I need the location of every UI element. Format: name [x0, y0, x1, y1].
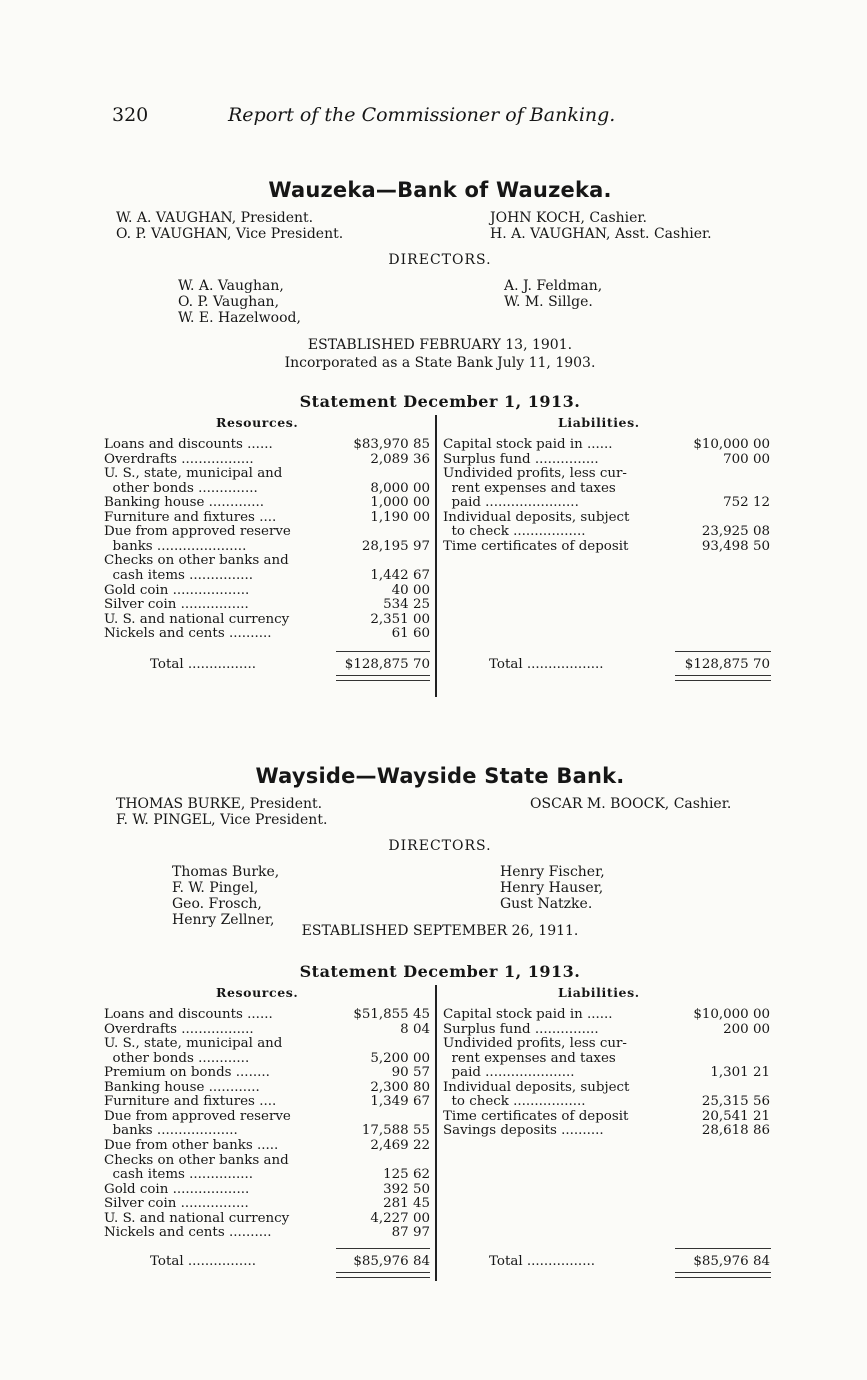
- row-amount: 1,301 21: [710, 1065, 770, 1081]
- row-amount: 1,190 00: [370, 509, 430, 525]
- resource-row: [104, 1153, 430, 1168]
- row-label: Furniture and fixtures ....: [104, 1094, 277, 1110]
- row-label: Capital stock paid in ......: [443, 1007, 613, 1022]
- resource-row: [104, 612, 430, 627]
- resource-row: [104, 452, 430, 467]
- row-label: banks .....................: [104, 538, 247, 554]
- row-label: Nickels and cents ..........: [104, 626, 272, 642]
- resource-row: [104, 1094, 430, 1109]
- row-amount: $83,970 85: [353, 437, 430, 452]
- director: Henry Zellner,: [172, 912, 275, 928]
- double-rule: [675, 1272, 771, 1278]
- page-number: 320: [112, 104, 149, 126]
- resource-row: [104, 510, 430, 525]
- liability-row: [443, 437, 770, 452]
- row-amount: 93,498 50: [701, 538, 770, 554]
- row-label: Overdrafts .................: [104, 451, 254, 467]
- bank-title: Wayside—Wayside State Bank.: [255, 764, 625, 788]
- liabilities-heading: Liabilities.: [558, 415, 640, 430]
- row-amount: 2,089 36: [370, 451, 430, 467]
- liability-row: [443, 466, 770, 481]
- row-amount: $10,000 00: [693, 437, 770, 452]
- resource-row: [104, 539, 430, 554]
- established-line: ESTABLISHED SEPTEMBER 26, 1911.: [301, 923, 579, 939]
- director: Henry Hauser,: [500, 880, 604, 896]
- sum-rule: [675, 651, 771, 652]
- resource-row: [104, 568, 430, 583]
- row-amount: 25,315 56: [701, 1094, 770, 1110]
- resource-row: [104, 1109, 430, 1124]
- double-rule: [675, 675, 771, 681]
- liability-row: [443, 452, 770, 467]
- row-label: Gold coin ..................: [104, 582, 250, 598]
- row-label: Surplus fund ...............: [443, 1021, 599, 1037]
- row-amount: 281 45: [383, 1196, 430, 1212]
- balance-sheet: [100, 415, 780, 700]
- resource-row: [104, 524, 430, 539]
- row-label: Loans and discounts ......: [104, 1007, 273, 1022]
- liability-row: [443, 1036, 770, 1051]
- row-amount: 4,227 00: [370, 1210, 430, 1226]
- total-label: Total ................: [150, 656, 256, 672]
- resources-total: [104, 657, 430, 672]
- resource-row: [104, 437, 430, 452]
- director: O. P. Vaughan,: [178, 294, 280, 310]
- statement-title: Statement December 1, 1913.: [299, 962, 581, 981]
- row-label: Checks on other banks and: [104, 553, 289, 569]
- column-divider: [435, 985, 437, 1281]
- row-amount: 61 60: [391, 626, 430, 642]
- row-amount: 1,349 67: [370, 1094, 430, 1110]
- total-amount: $128,875 70: [684, 656, 770, 672]
- double-rule: [336, 675, 430, 681]
- liabilities-total: [443, 657, 770, 672]
- row-label: Due from approved reserve: [104, 524, 291, 540]
- officers: [100, 796, 780, 830]
- row-label: U. S. and national currency: [104, 611, 290, 627]
- liability-row: [443, 1094, 770, 1109]
- resource-row: [104, 583, 430, 598]
- row-label: to check .................: [443, 1094, 586, 1110]
- bank-title: Wauzeka—Bank of Wauzeka.: [268, 178, 612, 202]
- resource-row: [104, 1196, 430, 1211]
- bank-section-wauzeka: [100, 178, 780, 700]
- row-amount: 8,000 00: [370, 480, 430, 496]
- row-amount: 2,300 80: [370, 1079, 430, 1095]
- director: Thomas Burke,: [172, 864, 280, 880]
- balance-sheet: [100, 985, 780, 1285]
- row-amount: 200 00: [723, 1021, 770, 1037]
- row-label: paid ......................: [443, 495, 579, 511]
- resource-row: [104, 466, 430, 481]
- row-label: Individual deposits, subject: [443, 1079, 630, 1095]
- liability-row: [443, 539, 770, 554]
- resource-row: [104, 481, 430, 496]
- officer: H. A. VAUGHAN, Asst. Cashier.: [490, 226, 712, 242]
- row-amount: 20,541 21: [701, 1108, 770, 1124]
- director: W. A. Vaughan,: [178, 278, 284, 294]
- total-amount: $85,976 84: [353, 1253, 430, 1269]
- officer: F. W. PINGEL, Vice President.: [116, 812, 328, 828]
- directors-list: [100, 864, 780, 928]
- row-amount: 2,351 00: [370, 611, 430, 627]
- liability-row: [443, 524, 770, 539]
- officer: THOMAS BURKE, President.: [116, 796, 323, 812]
- resource-row: [104, 597, 430, 612]
- resource-row: [104, 1065, 430, 1080]
- bank-section-wayside: [100, 764, 780, 1285]
- liability-row: [443, 1123, 770, 1138]
- row-amount: 17,588 55: [361, 1123, 430, 1139]
- row-label: Time certificates of deposit: [443, 1108, 629, 1124]
- row-label: U. S., state, municipal and: [104, 1036, 283, 1052]
- row-label: cash items ...............: [104, 567, 254, 583]
- row-label: Banking house ............: [104, 1079, 260, 1095]
- officer: W. A. VAUGHAN, President.: [116, 210, 314, 226]
- row-label: U. S., state, municipal and: [104, 466, 283, 482]
- row-label: Furniture and fixtures ....: [104, 509, 277, 525]
- total-label: Total ..................: [489, 656, 604, 672]
- row-amount: 28,195 97: [361, 538, 430, 554]
- row-amount: $51,855 45: [353, 1007, 430, 1022]
- row-amount: 125 62: [383, 1167, 430, 1183]
- statement-title: Statement December 1, 1913.: [299, 392, 581, 411]
- directors-heading: DIRECTORS.: [388, 252, 492, 268]
- row-label: Capital stock paid in ......: [443, 437, 613, 452]
- row-amount: 2,469 22: [370, 1137, 430, 1153]
- sum-rule: [336, 1248, 430, 1249]
- row-label: Undivided profits, less cur-: [443, 466, 627, 482]
- resource-row: [104, 1225, 430, 1240]
- row-label: Checks on other banks and: [104, 1152, 289, 1168]
- row-label: to check .................: [443, 524, 586, 540]
- director: Henry Fischer,: [500, 864, 605, 880]
- resource-row: [104, 1211, 430, 1226]
- row-label: Nickels and cents ..........: [104, 1225, 272, 1241]
- row-amount: 8 04: [400, 1021, 430, 1037]
- row-label: Premium on bonds ........: [104, 1065, 270, 1081]
- row-amount: 534 25: [383, 597, 430, 613]
- total-label: Total ................: [489, 1253, 595, 1269]
- liability-row: [443, 1065, 770, 1080]
- incorporated-line: Incorporated as a State Bank July 11, 1903.: [284, 355, 596, 371]
- sum-rule: [336, 651, 430, 652]
- running-title: Report of the Commissioner of Banking.: [228, 104, 616, 126]
- row-label: banks ...................: [104, 1123, 238, 1139]
- row-label: Time certificates of deposit: [443, 538, 629, 554]
- officer: JOHN KOCH, Cashier.: [490, 210, 648, 226]
- resource-row: [104, 626, 430, 641]
- officer: OSCAR M. BOOCK, Cashier.: [530, 796, 732, 812]
- row-label: Surplus fund ...............: [443, 451, 599, 467]
- liability-row: [443, 1080, 770, 1095]
- total-amount: $128,875 70: [344, 656, 430, 672]
- row-amount: 1,000 00: [370, 495, 430, 511]
- established-line: ESTABLISHED FEBRUARY 13, 1901.: [307, 337, 573, 353]
- resource-row: [104, 1036, 430, 1051]
- liabilities-heading: Liabilities.: [558, 985, 640, 1000]
- resource-row: [104, 1051, 430, 1066]
- row-label: Individual deposits, subject: [443, 509, 630, 525]
- resource-row: [104, 1022, 430, 1037]
- row-amount: 700 00: [723, 451, 770, 467]
- resource-row: [104, 1123, 430, 1138]
- row-amount: 392 50: [383, 1181, 430, 1197]
- director: A. J. Feldman,: [504, 278, 603, 294]
- director: Geo. Frosch,: [172, 896, 262, 912]
- row-label: Savings deposits ..........: [443, 1123, 604, 1139]
- row-amount: 90 57: [391, 1065, 430, 1081]
- resource-row: [104, 1167, 430, 1182]
- director: W. M. Sillge.: [504, 294, 593, 310]
- resource-row: [104, 1007, 430, 1022]
- resources-total: [104, 1254, 430, 1269]
- liability-row: [443, 495, 770, 510]
- liability-row: [443, 481, 770, 496]
- liability-row: [443, 1051, 770, 1066]
- established-text: [100, 336, 780, 372]
- row-label: U. S. and national currency: [104, 1210, 290, 1226]
- double-rule: [336, 1272, 430, 1278]
- row-amount: 28,618 86: [701, 1123, 770, 1139]
- row-label: Overdrafts .................: [104, 1021, 254, 1037]
- liability-row: [443, 510, 770, 525]
- row-amount: 23,925 08: [701, 524, 770, 540]
- directors-heading: DIRECTORS.: [388, 838, 492, 854]
- liability-row: [443, 1022, 770, 1037]
- director: W. E. Hazelwood,: [178, 310, 301, 326]
- resource-row: [104, 1080, 430, 1095]
- row-label: Undivided profits, less cur-: [443, 1036, 627, 1052]
- row-label: paid .....................: [443, 1065, 575, 1081]
- resources-heading: Resources.: [216, 415, 299, 430]
- liability-row: [443, 1007, 770, 1022]
- row-amount: 5,200 00: [370, 1050, 430, 1066]
- row-amount: $10,000 00: [693, 1007, 770, 1022]
- row-amount: 1,442 67: [370, 567, 430, 583]
- director: F. W. Pingel,: [172, 880, 259, 896]
- row-label: Banking house .............: [104, 495, 264, 511]
- total-amount: $85,976 84: [693, 1253, 770, 1269]
- officer: O. P. VAUGHAN, Vice President.: [116, 226, 344, 242]
- row-label: rent expenses and taxes: [443, 1050, 616, 1066]
- director: Gust Natzke.: [500, 896, 593, 912]
- liabilities-total: [443, 1254, 770, 1269]
- row-label: Silver coin ................: [104, 597, 249, 613]
- row-label: cash items ...............: [104, 1167, 254, 1183]
- resource-row: [104, 553, 430, 568]
- row-label: Gold coin ..................: [104, 1181, 250, 1197]
- row-amount: 752 12: [723, 495, 770, 511]
- liability-row: [443, 1109, 770, 1124]
- resource-row: [104, 1182, 430, 1197]
- row-label: Silver coin ................: [104, 1196, 249, 1212]
- row-label: Due from other banks .....: [104, 1137, 279, 1153]
- resource-row: [104, 1138, 430, 1153]
- resources-heading: Resources.: [216, 985, 299, 1000]
- row-label: other bonds ..............: [104, 480, 258, 496]
- row-label: Loans and discounts ......: [104, 437, 273, 452]
- row-label: other bonds ............: [104, 1050, 250, 1066]
- officers: [100, 210, 780, 244]
- resource-row: [104, 495, 430, 510]
- column-divider: [435, 415, 437, 697]
- row-label: Due from approved reserve: [104, 1108, 291, 1124]
- directors-list: [100, 278, 780, 328]
- total-label: Total ................: [150, 1253, 256, 1269]
- sum-rule: [675, 1248, 771, 1249]
- row-amount: 87 97: [391, 1225, 430, 1241]
- row-label: rent expenses and taxes: [443, 480, 616, 496]
- row-amount: 40 00: [391, 582, 430, 598]
